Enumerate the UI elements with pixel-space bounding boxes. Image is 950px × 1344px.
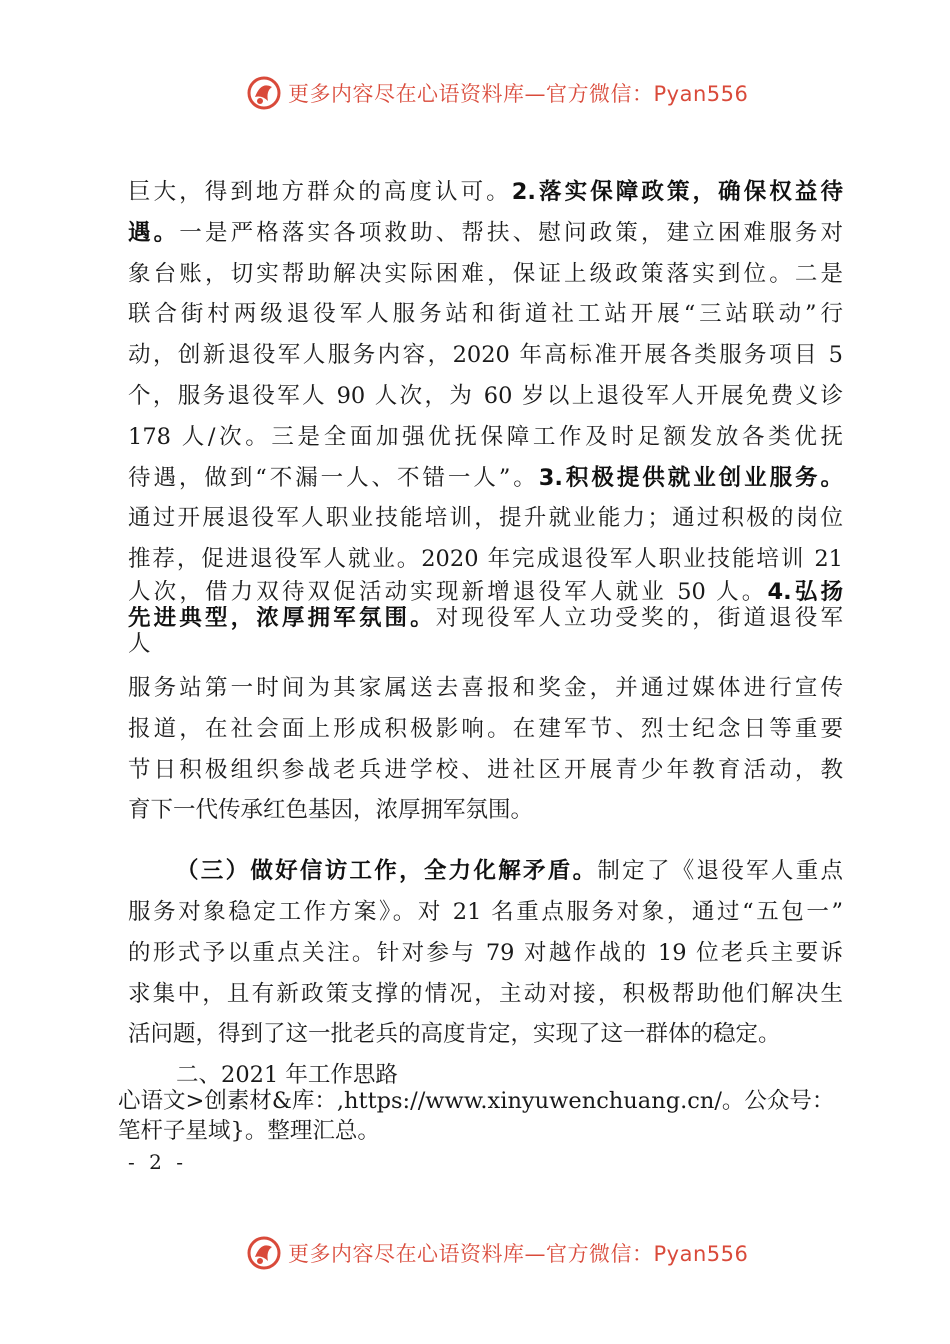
source-note: [118, 1086, 858, 1146]
text-line: 活问题，得到了这一批老兵的高度肯定，实现了这一群体的稳定。: [128, 1021, 781, 1048]
text-span: 一是严格落实各项救助、帮扶、慰问政策，建立困难服务对: [179, 219, 843, 246]
text-line: [128, 213, 843, 254]
text-line: 联合街村两级退役军人服务站和街道社工站开展“三站联动”行: [128, 301, 843, 328]
text-line: [128, 606, 843, 632]
banner-text: 更多内容尽在心语资料库—官方微信：Pyan556: [288, 1242, 749, 1266]
text-line: 通过开展退役军人职业技能培训，提升就业能力；通过积极的岗位: [128, 505, 843, 532]
bold-heading: 先进典型，浓厚拥军氛围。: [128, 605, 436, 631]
top-watermark-banner: [0, 68, 950, 118]
text-span: 制定了《退役军人重点: [597, 858, 843, 885]
text-line: 服务站第一时间为其家属送去喜报和奖金，并通过媒体进行宣传: [128, 674, 843, 701]
text-line: [128, 851, 843, 892]
text-line: 178 人/次。三是全面加强优抚保障工作及时足额发放各类优抚: [128, 423, 843, 450]
bold-heading: 4.弘扬: [767, 579, 843, 605]
text-line: 服务对象稳定工作方案》。对 21 名重点服务对象，通过“五包一”: [128, 898, 843, 925]
document-body: [128, 172, 843, 1096]
text-line: 推荐，促进退役军人就业。2020 年完成退役军人职业技能培训 21: [128, 546, 843, 573]
text-line: 求集中，且有新政策支撑的情况，主动对接，积极帮助他们解决生: [128, 980, 843, 1007]
banner-text: 更多内容尽在心语资料库—官方微信：Pyan556: [288, 82, 749, 106]
page-number: - 2 -: [128, 1150, 187, 1174]
text-line: 象台账，切实帮助解决实际困难，保证上级政策落实到位。二是: [128, 260, 843, 287]
text-span: 对现役军人立功受奖的，街道退役军: [435, 605, 843, 631]
seal-logo-icon: [246, 1235, 282, 1271]
text-line: 节日积极组织参战老兵进学校、进社区开展青少年教育活动，教: [128, 756, 843, 783]
text-line: [128, 580, 843, 606]
text-line: 人: [128, 630, 151, 657]
text-line: 个，服务退役军人 90 人次，为 60 岁以上退役军人开展免费义诊: [128, 382, 843, 409]
text-line: 报道，在社会面上形成积极影响。在建军节、烈士纪念日等重要: [128, 715, 843, 742]
text-line: 的形式予以重点关注。针对参与 79 对越作战的 19 位老兵主要诉: [128, 939, 843, 966]
bold-heading: （三）做好信访工作，全力化解矛盾。: [176, 858, 598, 885]
text-line: [128, 172, 843, 213]
bold-heading: 3.积极提供就业创业服务。: [538, 464, 843, 491]
source-note-line: 笔杆子星域}。整理汇总。: [118, 1118, 380, 1144]
bold-heading: 2.落实保障政策，确保权益待: [511, 179, 843, 205]
section-heading: 二、2021 年工作思路: [176, 1062, 398, 1089]
text-span: 人次，借力双待双促活动实现新增退役军人就业 50 人。: [128, 579, 768, 605]
text-line: [128, 458, 843, 499]
text-line: 育下一代传承红色基因，浓厚拥军氛围。: [128, 797, 534, 824]
bottom-watermark-banner: [0, 1228, 950, 1278]
bold-heading: 遇。: [128, 219, 180, 246]
text-span: 巨大，得到地方群众的高度认可。: [128, 179, 512, 205]
text-span: 待遇，做到“不漏一人、不错一人”。: [128, 464, 539, 491]
source-note-line: 心语文>创素材&库：,https://www.xinyuwenchuang.cn/。公众号：: [118, 1088, 835, 1114]
text-line: 动，创新退役军人服务内容，2020 年高标准开展各类服务项目 5: [128, 342, 843, 369]
seal-logo-icon: [246, 75, 282, 111]
